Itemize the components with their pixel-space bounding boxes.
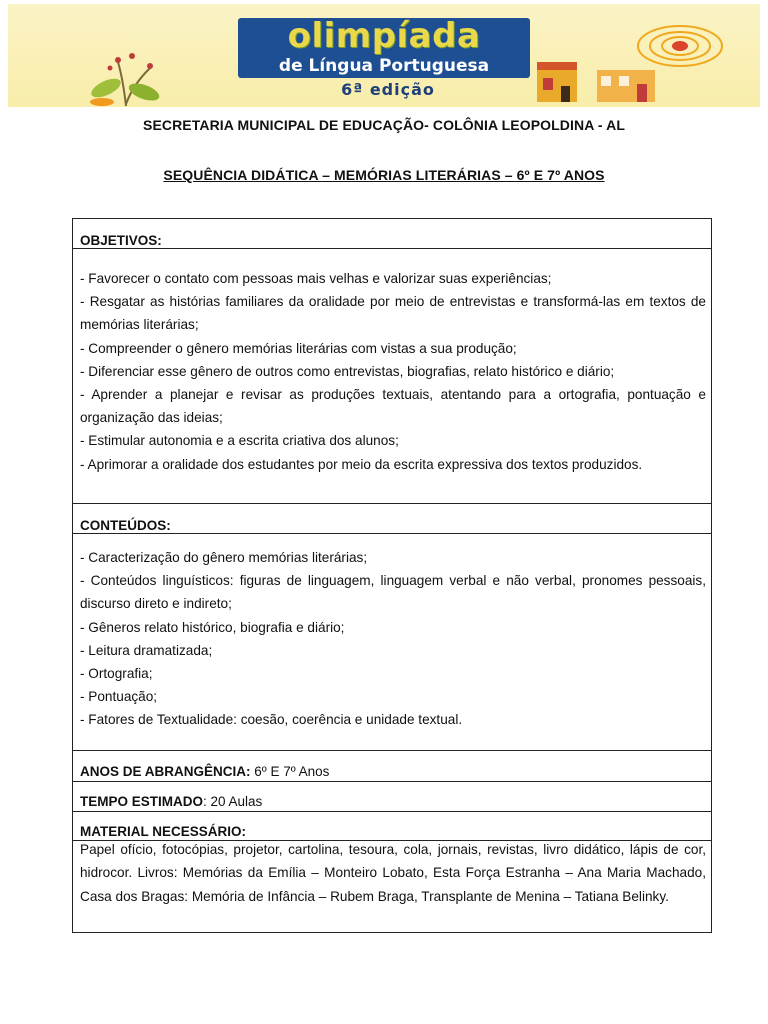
tempo-value: : 20 Aulas — [203, 794, 263, 809]
conteudo-item: - Caracterização do gênero memórias literárias; — [80, 550, 368, 565]
conteudos-label: CONTEÚDOS: — [80, 518, 171, 533]
objetivo-item: - Favorecer o contato com pessoas mais velhas e valorizar suas experiências; — [80, 271, 552, 286]
conteudo-item: - Fatores de Textualidade: coesão, coerência e unidade textual. — [80, 712, 463, 728]
plant-illustration — [88, 48, 168, 106]
logo — [238, 18, 530, 78]
divider — [73, 503, 711, 504]
logo-title: olimpíada — [287, 16, 481, 56]
document-title: SEQUÊNCIA DIDÁTICA – MEMÓRIAS LITERÁRIAS – 6º E 7º ANOS — [163, 167, 605, 183]
divider — [73, 533, 711, 534]
objetivo-item: - Diferenciar esse gênero de outros como entrevistas, biografias, relato histórico e diário; — [80, 363, 615, 379]
divider — [73, 781, 711, 782]
objetivo-item: - Aprender a planejar e revisar as produções textuais, atentando para a ortografia, pontuação e organização das ideias; — [80, 387, 706, 426]
objetivo-item: - Aprimorar a oralidade dos estudantes por meio da escrita expressiva dos textos produzidos. — [80, 456, 643, 472]
conteudo-item: - Ortografia; — [80, 666, 153, 682]
plan-table — [72, 218, 712, 933]
material-label: MATERIAL NECESSÁRIO: — [80, 824, 247, 839]
organization-heading: SECRETARIA MUNICIPAL DE EDUCAÇÃO- COLÔNIA LEOPOLDINA - AL — [143, 117, 625, 133]
anos-row — [80, 764, 329, 779]
anos-value: 6º E 7º Anos — [250, 764, 330, 779]
divider — [73, 750, 711, 751]
divider — [73, 811, 711, 812]
anos-label: ANOS DE ABRANGÊNCIA: — [80, 764, 251, 779]
objetivos-label: OBJETIVOS: — [80, 233, 162, 248]
conteudos-list — [80, 546, 706, 732]
conteudo-item: - Conteúdos linguísticos: figuras de linguagem, linguagem verbal e não verbal, pronomes pessoais, discurso direto e indireto; — [80, 573, 706, 612]
banner — [8, 4, 760, 107]
logo-edition: 6ª edição — [341, 80, 435, 99]
tempo-row — [80, 794, 262, 809]
objetivo-item: - Compreender o gênero memórias literárias com vistas a sua produção; — [80, 340, 517, 356]
conteudo-item: - Pontuação; — [80, 689, 158, 705]
conteudo-item: - Leitura dramatizada; — [80, 642, 213, 658]
logo-subtitle: de Língua Portuguesa — [278, 56, 490, 76]
divider — [73, 248, 711, 249]
objetivo-item: - Estimular autonomia e a escrita criativa dos alunos; — [80, 433, 399, 449]
conteudo-item: - Gêneros relato histórico, biografia e diário; — [80, 619, 345, 635]
tempo-label: TEMPO ESTIMADO — [80, 794, 204, 809]
sun-illustration — [633, 22, 727, 72]
material-text: Papel ofício, fotocópias, projetor, cartolina, tesoura, cola, jornais, revistas, livro didático, lápis de cor, hidrocor. Livros: Memórias da Emília – Monteiro Lobato, Esta Força Estranha – Ana Maria Machado, Casa dos Bragas: Memória de Infância – Rubem Braga, Transplante de Menina – Tatiana Belinky. — [80, 842, 706, 904]
objetivo-item: - Resgatar as histórias familiares da oralidade por meio de entrevistas e transformá-las em textos de memórias literárias; — [80, 294, 706, 333]
objetivos-list — [80, 267, 706, 476]
